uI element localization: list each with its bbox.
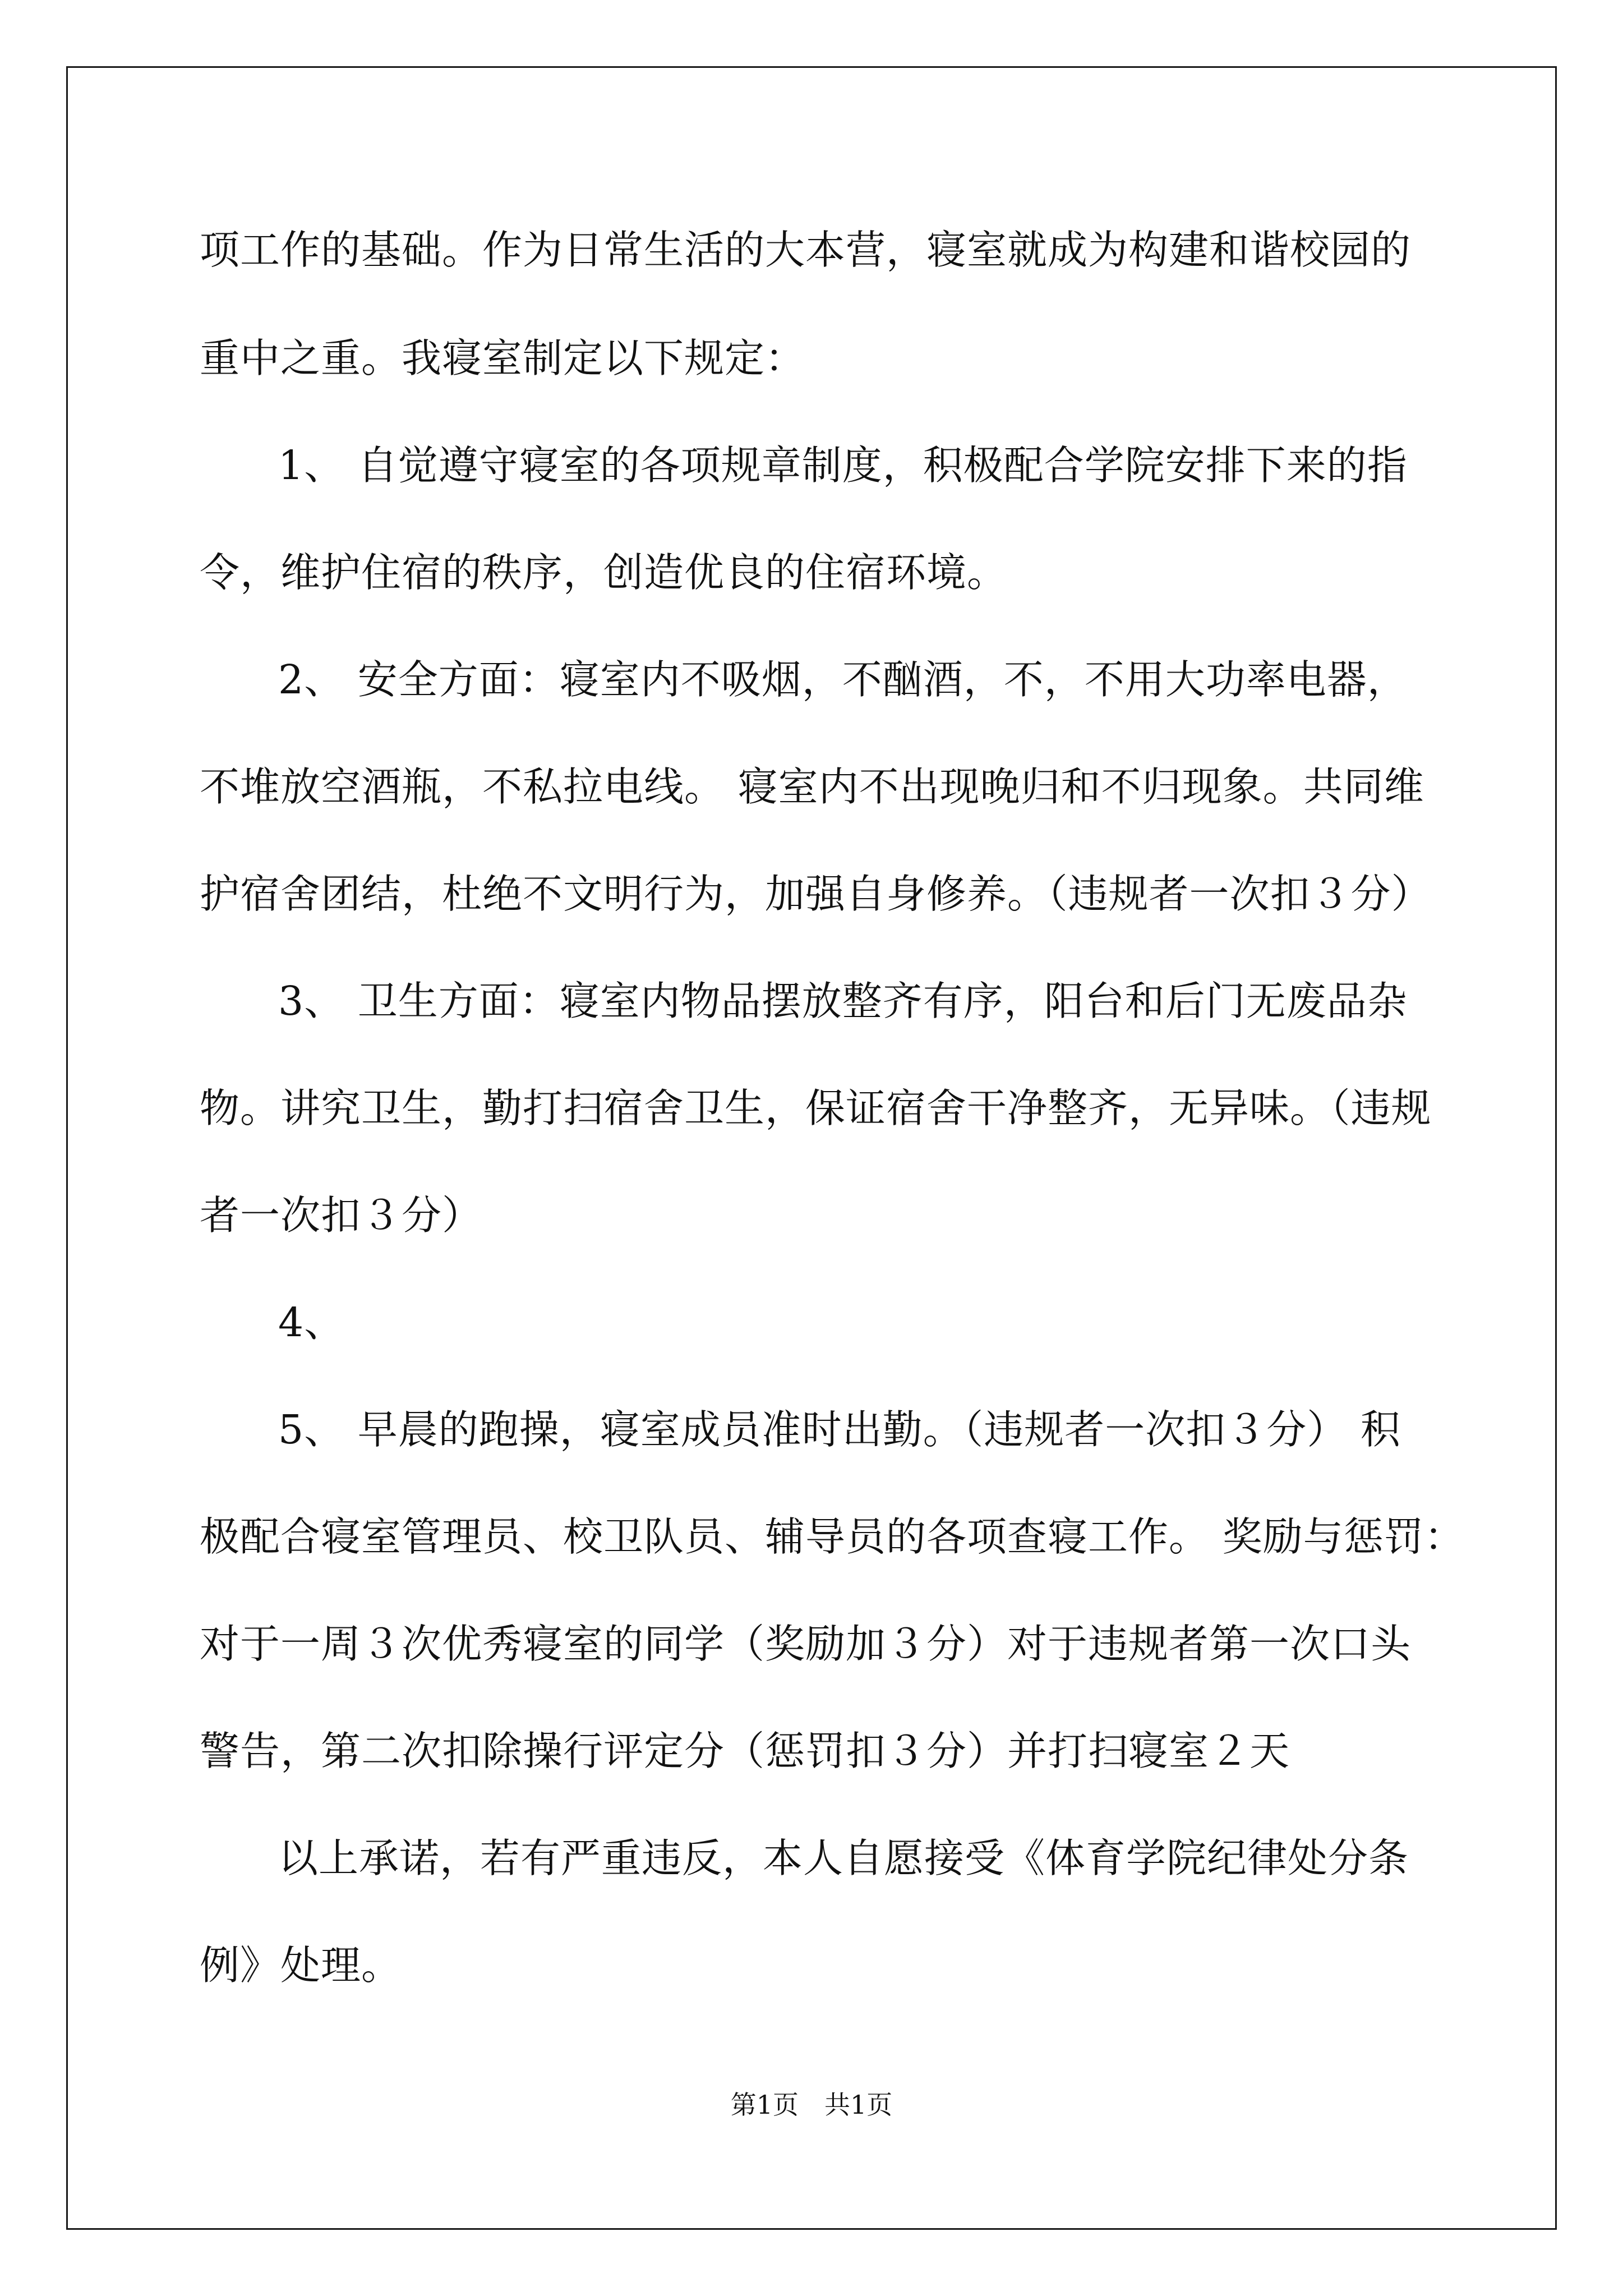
list-item-2-line: 护宿舍团结，杜绝不文明行为，加强自身修养。（违规者一次扣３分） [200,871,1432,917]
list-item-2-line: 不堆放空酒瓶，不私拉电线。 寝室内不出现晚归和不归现象。共同维 [200,763,1424,810]
closing-line: 例》处理。 [200,1942,402,1989]
closing-line: 以上承诺，若有严重违反，本人自愿接受《体育学院纪律处分条 [278,1835,1409,1881]
text-line: 重中之重。我寝室制定以下规定： [200,335,806,381]
list-item-3-line: 者一次扣３分） [200,1192,483,1239]
list-item-5-line: 警告，第二次扣除操行评定分（惩罚扣３分）并打扫寝室２天 [200,1728,1290,1774]
text-line: 项工作的基础。作为日常生活的大本营，寝室就成为构建和谐校园的 [200,227,1412,273]
list-item-2-line: 2、 安全方面：寝室内不吸烟，不酗酒，不，不用大功率电器， [278,656,1408,703]
page-border [66,66,1557,2230]
list-item-4-line: 4、 [278,1299,345,1346]
list-item-5-line: 对于一周３次优秀寝室的同学（奖励加３分）对于违规者第一次口头 [200,1621,1412,1667]
list-item-3-line: 物。讲究卫生，勤打扫宿舍卫生，保证宿舍干净整齐，无异味。（违规 [200,1085,1432,1131]
list-item-1-line: 1、 自觉遵守寝室的各项规章制度，积极配合学院安排下来的指 [278,442,1408,489]
page-number-footer: 第1页 共1页 [730,2090,893,2120]
list-item-5-line: 5、 早晨的跑操，寝室成员准时出勤。（违规者一次扣３分） 积 [278,1406,1401,1453]
list-item-3-line: 3、 卫生方面：寝室内物品摆放整齐有序，阳台和后门无废品杂 [278,978,1408,1024]
list-item-1-line: 令，维护住宿的秩序，创造优良的住宿环境。 [200,549,1008,596]
list-item-5-line: 极配合寝室管理员、校卫队员、辅导员的各项查寝工作。 奖励与惩罚： [200,1513,1465,1560]
